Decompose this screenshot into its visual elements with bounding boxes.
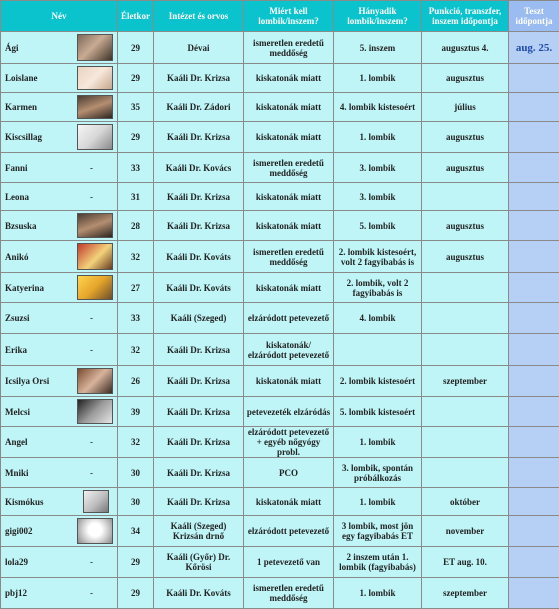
age-cell: 27	[118, 273, 154, 303]
no-photo-dash: -	[90, 192, 93, 202]
table-row	[1, 427, 559, 458]
table-row	[1, 397, 559, 427]
age-cell: 29	[118, 578, 154, 609]
header-punkcio: Punkció, transzfer, inszem időpontja	[422, 1, 509, 32]
age-cell: 34	[118, 516, 154, 547]
date-cell: július	[422, 93, 509, 122]
test-date-cell	[509, 241, 559, 273]
table-row	[1, 64, 559, 93]
reason-cell: ismeretlen eredetű meddőség	[244, 578, 334, 609]
attempt-cell: 1. lombik	[334, 122, 422, 153]
clinic-cell: Kaáli (Szeged)	[154, 303, 244, 334]
test-date-cell	[509, 488, 559, 516]
clinic-cell: Kaáli Dr. Krizsa	[154, 397, 244, 427]
member-name: Karmen	[5, 102, 37, 112]
member-name-cell	[1, 334, 118, 366]
avatar	[77, 275, 113, 300]
date-cell: augusztus	[422, 153, 509, 183]
table-body	[1, 32, 559, 609]
clinic-cell: Kaáli (Szeged) Krizsán drnő	[154, 516, 244, 547]
member-name: Angel	[5, 437, 28, 447]
test-date-cell	[509, 64, 559, 93]
clinic-cell: Kaáli Dr. Krizsa	[154, 427, 244, 458]
member-name: lola29	[5, 557, 28, 567]
header-intezet: Intézet és orvos	[154, 1, 244, 32]
age-cell: 32	[118, 241, 154, 273]
clinic-cell: Kaáli Dr. Zádori	[154, 93, 244, 122]
member-name: Ági	[5, 43, 19, 53]
attempt-cell: 3. lombik	[334, 153, 422, 183]
table-row	[1, 334, 559, 366]
test-date-cell	[509, 516, 559, 547]
age-cell: 29	[118, 32, 154, 64]
member-name-cell	[1, 516, 118, 547]
date-cell	[422, 458, 509, 488]
date-cell: ET aug. 10.	[422, 547, 509, 578]
member-name-cell	[1, 397, 118, 427]
avatar	[77, 66, 113, 90]
attempt-cell: 1. lombik	[334, 488, 422, 516]
age-cell: 33	[118, 153, 154, 183]
attempt-cell: 3. lombik	[334, 183, 422, 211]
avatar	[77, 399, 113, 424]
attempt-cell: 4. lombik kistesoért	[334, 93, 422, 122]
clinic-cell: Kaáli Dr. Kováts	[154, 578, 244, 609]
age-cell: 32	[118, 334, 154, 366]
attempt-cell	[334, 334, 422, 366]
table-row	[1, 578, 559, 609]
reason-cell: ismeretlen eredetű meddőség	[244, 241, 334, 273]
member-name-cell	[1, 122, 118, 153]
age-cell: 33	[118, 303, 154, 334]
reason-cell: kiskatonák/ elzáródott petevezető	[244, 334, 334, 366]
test-date-cell	[509, 547, 559, 578]
age-cell: 32	[118, 427, 154, 458]
member-name: Katyerina	[5, 283, 44, 293]
reason-cell: elzáródott petevezető	[244, 303, 334, 334]
reason-cell: kiskatonák miatt	[244, 366, 334, 397]
table-row	[1, 516, 559, 547]
member-name-cell	[1, 211, 118, 241]
age-cell: 29	[118, 64, 154, 93]
date-cell: augusztus	[422, 122, 509, 153]
test-date-cell	[509, 93, 559, 122]
reason-cell: elzáródott petevezető	[244, 516, 334, 547]
age-cell: 30	[118, 488, 154, 516]
member-name: gigi002	[5, 526, 33, 536]
attempt-cell: 2. lombik kistesoért	[334, 366, 422, 397]
date-cell: augusztus	[422, 211, 509, 241]
age-cell: 30	[118, 458, 154, 488]
test-date-cell: aug. 25.	[509, 32, 559, 64]
attempt-cell: 4. lombik	[334, 303, 422, 334]
member-name: Leona	[5, 192, 29, 202]
table-row	[1, 303, 559, 334]
reason-cell: 1 petevezető van	[244, 547, 334, 578]
table-row	[1, 32, 559, 64]
date-cell: szeptember	[422, 578, 509, 609]
member-name-cell	[1, 273, 118, 303]
member-name: Fanni	[5, 163, 28, 173]
clinic-cell: Kaáli Dr. Krizsa	[154, 183, 244, 211]
date-cell	[422, 273, 509, 303]
member-name-cell	[1, 303, 118, 334]
age-cell: 35	[118, 93, 154, 122]
member-name-cell	[1, 153, 118, 183]
member-name: Zsuzsi	[5, 313, 30, 323]
attempt-cell: 5. inszem	[334, 32, 422, 64]
member-name: Melcsi	[5, 407, 30, 417]
header-row	[1, 1, 559, 32]
attempt-cell: 5. lombik	[334, 211, 422, 241]
table-row	[1, 366, 559, 397]
no-photo-dash: -	[90, 468, 93, 478]
attempt-cell: 2. lombik, volt 2 fagyibabás is	[334, 273, 422, 303]
clinic-cell: Kaáli Dr. Krizsa	[154, 488, 244, 516]
member-name-cell	[1, 547, 118, 578]
test-date-cell	[509, 183, 559, 211]
no-photo-dash: -	[90, 437, 93, 447]
member-name-cell	[1, 183, 118, 211]
reason-cell: kiskatonák miatt	[244, 211, 334, 241]
member-name-cell	[1, 488, 118, 516]
reason-cell: kiskatonák miatt	[244, 273, 334, 303]
attempt-cell: 3 lombik, most jön egy fagyibabás ET	[334, 516, 422, 547]
header-miert: Miért kell lombik/inszem?	[244, 1, 334, 32]
date-cell: szeptember	[422, 366, 509, 397]
date-cell: augusztus 4.	[422, 32, 509, 64]
no-photo-dash: -	[90, 345, 93, 355]
date-cell: augusztus	[422, 64, 509, 93]
table-row	[1, 183, 559, 211]
avatar	[77, 243, 113, 270]
age-cell: 29	[118, 122, 154, 153]
member-name-cell	[1, 64, 118, 93]
clinic-cell: Kaáli Dr. Kováts	[154, 241, 244, 273]
attempt-cell: 1. lombik	[334, 578, 422, 609]
attempt-cell: 1. lombik	[334, 427, 422, 458]
test-date-cell	[509, 578, 559, 609]
member-name: Icsilya Orsi	[5, 376, 49, 386]
avatar	[83, 490, 109, 513]
table-row	[1, 458, 559, 488]
attempt-cell: 5. lombik kistesoért	[334, 397, 422, 427]
clinic-cell: Kaáli Dr. Krizsa	[154, 458, 244, 488]
member-name-cell	[1, 241, 118, 273]
date-cell	[422, 397, 509, 427]
reason-cell: kiskatonák miatt	[244, 64, 334, 93]
member-name: Loislane	[5, 73, 38, 83]
age-cell: 26	[118, 366, 154, 397]
reason-cell: ismeretlen eredetű meddőség	[244, 153, 334, 183]
reason-cell: ismeretlen eredetű meddőség	[244, 32, 334, 64]
reason-cell: elzáródott petevezető + egyéb nőgyógy probl.	[244, 427, 334, 458]
clinic-cell: Kaáli Dr. Krizsa	[154, 64, 244, 93]
attempt-cell: 1. lombik	[334, 64, 422, 93]
clinic-cell: Dévai	[154, 32, 244, 64]
attempt-cell: 2. lombik kistesoért, volt 2 fagyibabás is	[334, 241, 422, 273]
no-photo-dash: -	[90, 588, 93, 598]
table-row	[1, 211, 559, 241]
clinic-cell: Kaáli Dr. Krizsa	[154, 334, 244, 366]
test-date-cell	[509, 211, 559, 241]
clinic-cell: Kaáli Dr. Kováts	[154, 273, 244, 303]
test-date-cell	[509, 397, 559, 427]
member-name: Bzsuska	[5, 221, 37, 231]
clinic-cell: Kaáli Dr. Krizsa	[154, 122, 244, 153]
table-row	[1, 241, 559, 273]
clinic-cell: Kaáli Dr. Krizsa	[154, 366, 244, 397]
reason-cell: kiskatonák miatt	[244, 93, 334, 122]
table-row	[1, 153, 559, 183]
no-photo-dash: -	[90, 313, 93, 323]
date-cell	[422, 334, 509, 366]
clinic-cell: Kaáli (Győr) Dr. Kőrösi	[154, 547, 244, 578]
test-date-cell	[509, 458, 559, 488]
member-name-cell	[1, 427, 118, 458]
date-cell: november	[422, 516, 509, 547]
test-date-cell	[509, 427, 559, 458]
member-name: Mniki	[5, 468, 29, 478]
attempt-cell: 2 inszem után 1. lombik (fagyibabás)	[334, 547, 422, 578]
table-row	[1, 488, 559, 516]
member-name: Erika	[5, 345, 27, 355]
test-date-cell	[509, 303, 559, 334]
clinic-cell: Kaáli Dr. Kovács	[154, 153, 244, 183]
test-date-cell	[509, 334, 559, 366]
header-hanyadik: Hányadik lombik/inszem?	[334, 1, 422, 32]
no-photo-dash: -	[90, 557, 93, 567]
member-name-cell	[1, 366, 118, 397]
member-name: Kiscsillag	[5, 132, 42, 142]
reason-cell: kiskatonák miatt	[244, 183, 334, 211]
header-eletkor: Életkor	[118, 1, 154, 32]
table-row	[1, 547, 559, 578]
avatar	[77, 213, 113, 238]
avatar	[77, 34, 113, 61]
header-teszt: Teszt időpontja	[509, 1, 559, 32]
reason-cell: PCO	[244, 458, 334, 488]
header-nev: Név	[1, 1, 118, 32]
avatar	[77, 124, 113, 150]
date-cell: augusztus	[422, 241, 509, 273]
member-name: pbj12	[5, 588, 27, 598]
age-cell: 28	[118, 211, 154, 241]
member-name-cell	[1, 578, 118, 609]
attempt-cell: 3. lombik, spontán próbálkozás	[334, 458, 422, 488]
member-name-cell	[1, 32, 118, 64]
age-cell: 29	[118, 547, 154, 578]
member-name: Kismókus	[5, 497, 44, 507]
avatar	[77, 95, 113, 119]
age-cell: 39	[118, 397, 154, 427]
member-name-cell	[1, 93, 118, 122]
date-cell	[422, 427, 509, 458]
reason-cell: kiskatonák miatt	[244, 122, 334, 153]
date-cell	[422, 303, 509, 334]
test-date-cell	[509, 273, 559, 303]
member-name: Anikó	[5, 252, 29, 262]
reason-cell: kiskatonák miatt	[244, 488, 334, 516]
reason-cell: petevezeték elzáródás	[244, 397, 334, 427]
test-date-cell	[509, 122, 559, 153]
date-cell	[422, 183, 509, 211]
clinic-cell: Kaáli Dr. Krizsa	[154, 211, 244, 241]
member-name-cell	[1, 458, 118, 488]
avatar	[77, 518, 113, 544]
test-date-cell	[509, 153, 559, 183]
no-photo-dash: -	[90, 163, 93, 173]
test-date-cell	[509, 366, 559, 397]
date-cell: október	[422, 488, 509, 516]
table-row	[1, 273, 559, 303]
age-cell: 31	[118, 183, 154, 211]
table-row	[1, 122, 559, 153]
avatar	[77, 368, 113, 394]
table-row	[1, 93, 559, 122]
